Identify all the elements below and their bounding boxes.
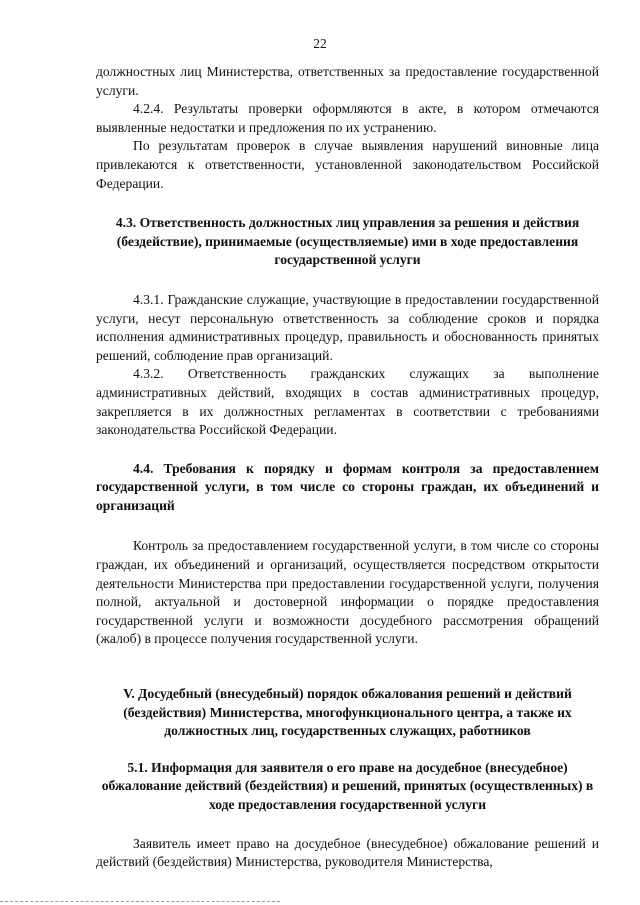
- document-body: [96, 63, 599, 872]
- paragraph-4-4: Контроль за предоставлением государственной услуги, в том числе со стороны граждан, их объединений и организаций, осуществляется посредством открытости деятельности Министерства при предоставлении государственной услуги, получения полной, актуальной и достоверной информации о порядке предоставления государственной услуги и возможности досудебного рассмотрения обращений (жалоб) в процессе получения государственной услуги.: [96, 538, 599, 647]
- scan-artifact-line: [0, 901, 280, 902]
- heading-section-5: V. Досудебный (внесудебный) порядок обжалования решений и действий (бездействия) Министерства, многофункционального центра, а также их должностных лиц, государственных служащих, работников: [123, 686, 572, 739]
- paragraph-5-1: Заявитель имеет право на досудебное (внесудебное) обжалование решений и действий (бездействия) Министерства, руководителя Министерства,: [96, 835, 599, 870]
- paragraph-inspection-results: По результатам проверок в случае выявления нарушений виновные лица привлекаются к ответственности, установленной законодательством Российской Федерации.: [96, 138, 599, 191]
- paragraph-4-3-1: 4.3.1. Гражданские служащие, участвующие в предоставлении государственной услуги, несут персональную ответственность за соблюдение сроков и порядка исполнения административных процедур, правильность и обоснованность принятых решений, соблюдение прав организаций.: [96, 291, 599, 363]
- paragraph-4-2-4: 4.2.4. Результаты проверки оформляются в акте, в котором отмечаются выявленные недостатки и предложения по их устранению.: [96, 101, 599, 135]
- page-number: 22: [313, 36, 327, 51]
- paragraph-4-3-2: 4.3.2. Ответственность гражданских служащих за выполнение административных действий, входящих в состав административных процедур, закрепляется в их должностных регламентах в соответствии с требованиями законодательства Российской Федерации.: [96, 366, 599, 438]
- heading-5-1: 5.1. Информация для заявителя о его праве на досудебное (внесудебное) обжалование действий (бездействия) и решений, принятых (осуществленных) в ходе предоставления государственной услуги: [101, 759, 594, 812]
- heading-4-4: 4.4. Требования к порядку и формам контроля за предоставлением государственной услуги, в том числе со стороны граждан, их объединений и организаций: [96, 460, 599, 513]
- paragraph-continuation: должностных лиц Министерства, ответственных за предоставление государственной услуги.: [96, 64, 599, 98]
- heading-4-3: 4.3. Ответственность должностных лиц управления за решения и действия (бездействие), принимаемые (осуществляемые) ими в ходе предоставления государственной услуги: [115, 215, 580, 268]
